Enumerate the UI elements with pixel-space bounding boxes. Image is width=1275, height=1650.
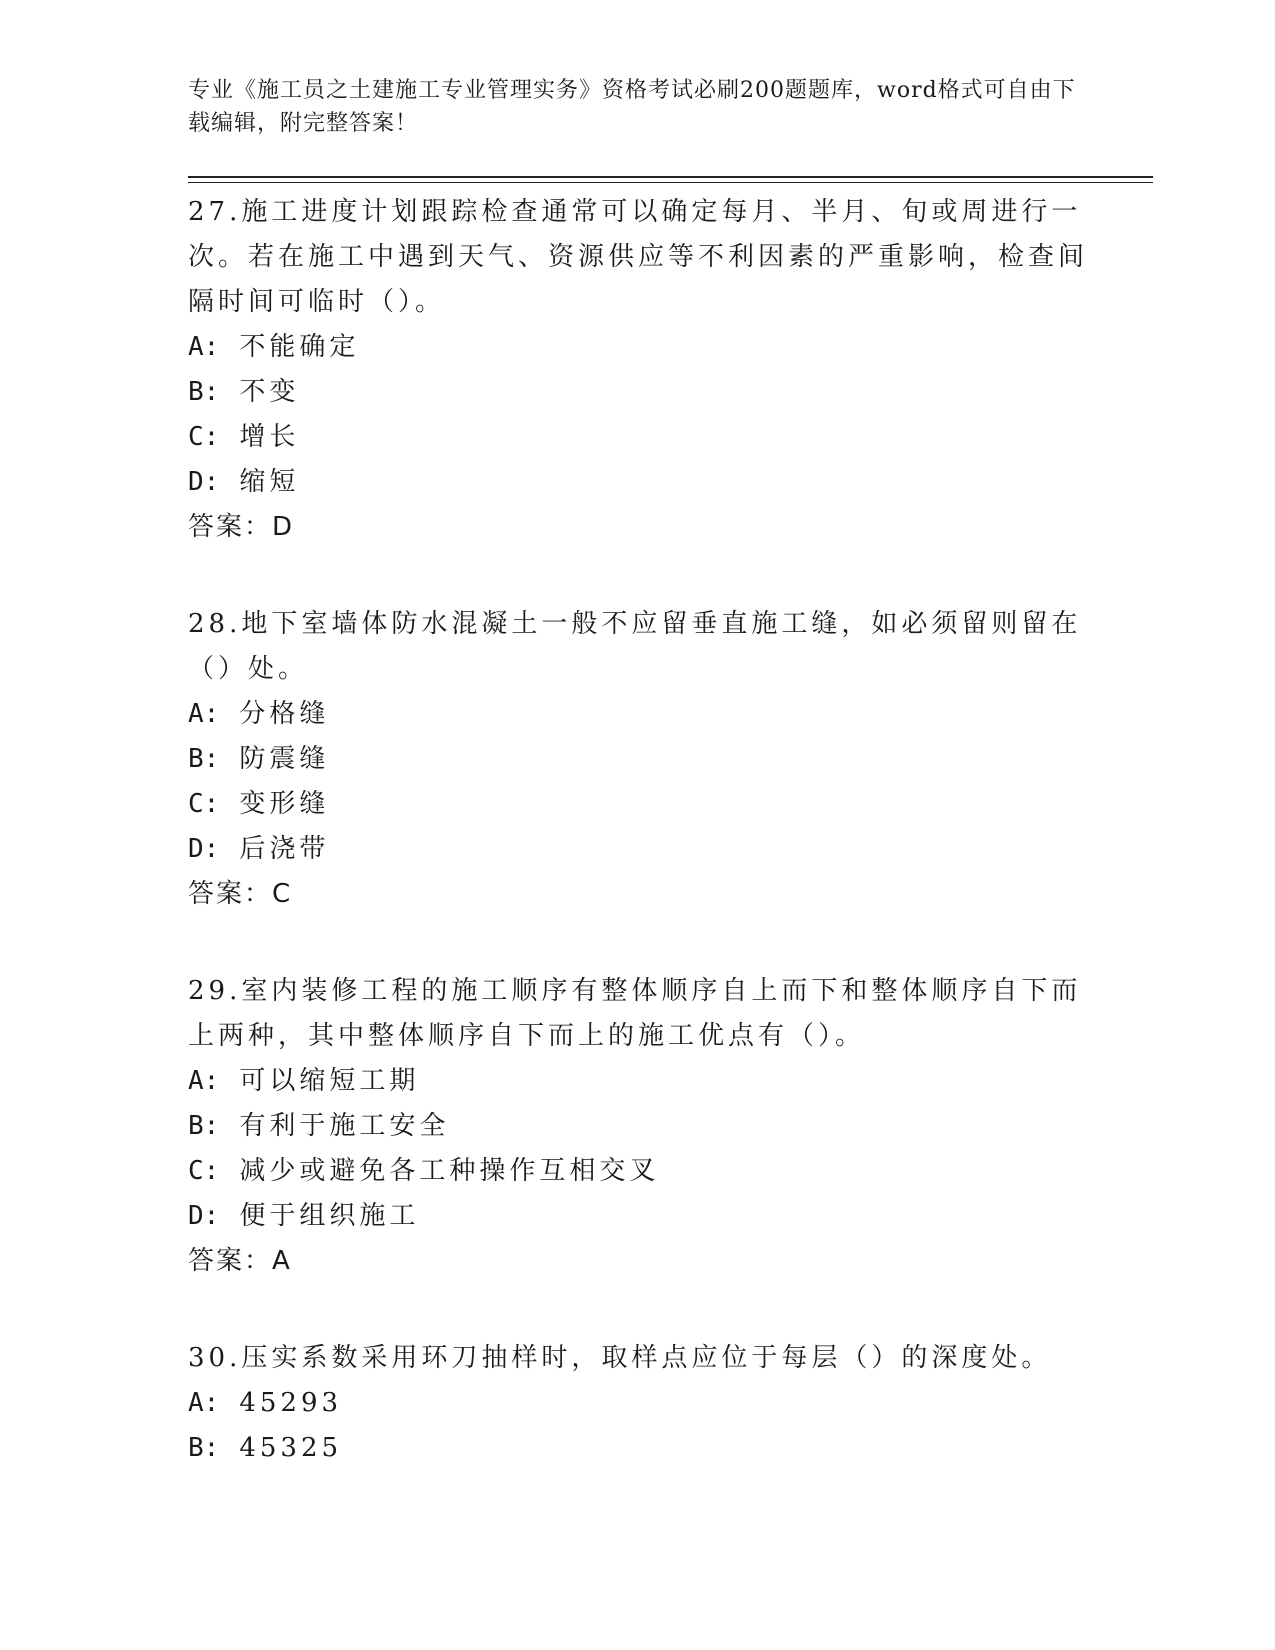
- option-d: [188, 460, 1153, 505]
- answer-line: [188, 505, 1153, 550]
- answer-label: 答案：: [188, 879, 273, 909]
- question-list: [188, 190, 1153, 1523]
- option-b: [188, 737, 1153, 782]
- question-29: [188, 969, 1153, 1284]
- option-text: 不变: [239, 377, 300, 407]
- option-text: 变形缝: [239, 789, 330, 819]
- answer-value: A: [272, 1246, 292, 1276]
- option-d: [188, 827, 1153, 872]
- option-text: 不能确定: [239, 332, 360, 362]
- option-key: B:: [188, 377, 220, 407]
- option-key: D:: [188, 834, 220, 864]
- option-c: [188, 415, 1153, 460]
- option-text: 后浇带: [239, 834, 330, 864]
- answer-label: 答案：: [188, 1246, 273, 1276]
- question-30: [188, 1336, 1153, 1471]
- option-key: B:: [188, 1111, 220, 1141]
- question-stem: 27.施工进度计划跟踪检查通常可以确定每月、半月、旬或周进行一次。若在施工中遇到天气、资源供应等不利因素的严重影响，检查间隔时间可临时（）。: [188, 197, 1089, 317]
- answer-label: 答案：: [188, 512, 273, 542]
- option-c: [188, 782, 1153, 827]
- option-text: 有利于施工安全: [239, 1111, 450, 1141]
- option-a: [188, 1059, 1153, 1104]
- option-text: 增长: [239, 422, 300, 452]
- option-b: [188, 370, 1153, 415]
- option-b: [188, 1426, 1153, 1471]
- option-key: C:: [188, 789, 220, 819]
- question-27: [188, 190, 1153, 550]
- answer-value: D: [272, 512, 295, 542]
- option-text: 45293: [239, 1388, 343, 1418]
- question-stem: 30.压实系数采用环刀抽样时，取样点应位于每层（）的深度处。: [188, 1343, 1052, 1373]
- option-key: A:: [188, 1388, 220, 1418]
- header-divider-thick: [188, 176, 1153, 178]
- option-key: A:: [188, 699, 220, 729]
- option-text: 防震缝: [239, 744, 330, 774]
- option-key: B:: [188, 744, 220, 774]
- option-a: [188, 325, 1153, 370]
- option-key: C:: [188, 422, 220, 452]
- option-text: 便于组织施工: [239, 1201, 420, 1231]
- answer-value: C: [272, 879, 293, 909]
- option-text: 减少或避免各工种操作互相交叉: [239, 1156, 660, 1186]
- option-text: 45325: [239, 1433, 343, 1463]
- option-key: B:: [188, 1433, 220, 1463]
- option-key: D:: [188, 1201, 220, 1231]
- answer-line: [188, 872, 1153, 917]
- answer-line: [188, 1239, 1153, 1284]
- option-text: 缩短: [239, 467, 300, 497]
- option-d: [188, 1194, 1153, 1239]
- option-a: [188, 692, 1153, 737]
- option-c: [188, 1149, 1153, 1194]
- option-key: A:: [188, 332, 220, 362]
- option-text: 分格缝: [239, 699, 330, 729]
- option-a: [188, 1381, 1153, 1426]
- option-text: 可以缩短工期: [239, 1066, 420, 1096]
- document-header: 专业《施工员之土建施工专业管理实务》资格考试必刷200题题库，word格式可自由下载编辑，附完整答案！: [188, 78, 1076, 136]
- option-key: D:: [188, 467, 220, 497]
- header-divider-thin: [188, 182, 1153, 183]
- option-b: [188, 1104, 1153, 1149]
- option-key: A:: [188, 1066, 220, 1096]
- option-key: C:: [188, 1156, 220, 1186]
- question-28: [188, 602, 1153, 917]
- question-stem: 28.地下室墙体防水混凝土一般不应留垂直施工缝，如必须留则留在（）处。: [188, 609, 1082, 684]
- question-stem: 29.室内装修工程的施工顺序有整体顺序自上而下和整体顺序自下而上两种，其中整体顺序自下而上的施工优点有（）。: [188, 976, 1082, 1051]
